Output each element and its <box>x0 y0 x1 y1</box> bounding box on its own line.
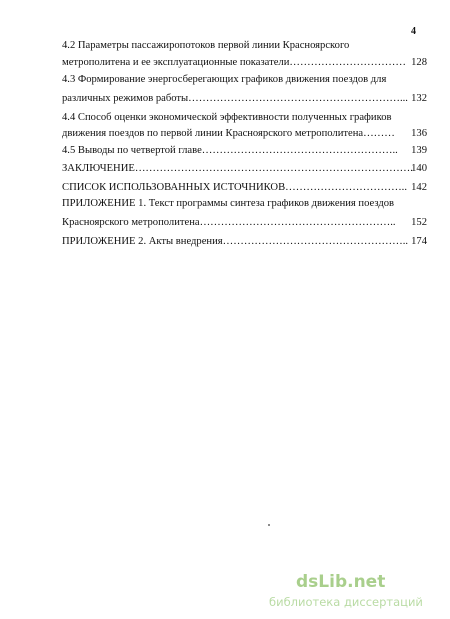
toc-entry-4-5-line-1: 4.5 Выводы по четвертой главе……………………………………………….. <box>62 145 398 156</box>
scan-speck <box>268 524 270 526</box>
watermark <box>269 572 446 618</box>
toc-entry-4-4-page: 136 <box>411 128 427 139</box>
toc-entry-conclusion-page: 140 <box>411 163 427 174</box>
toc-entry-appendix-2: ПРИЛОЖЕНИЕ 2. Акты внедрения…………………………………………….. <box>62 236 409 247</box>
toc-entry-references: СПИСОК ИСПОЛЬЗОВАННЫХ ИСТОЧНИКОВ…………………………….. <box>62 182 407 193</box>
toc-entry-appendix-1-page: 152 <box>411 217 427 228</box>
toc-entry-4-2-page: 128 <box>411 57 427 68</box>
toc-entry-4-4-line-2: движения поездов по первой линии Красноярского метрополитена……… <box>62 128 395 139</box>
toc-entry-appendix-1-line-2: Красноярского метрополитена……………………………………………….. <box>62 217 396 228</box>
toc-entry-appendix-1-line-1: ПРИЛОЖЕНИЕ 1. Текст программы синтеза графиков движения поездов <box>62 198 395 209</box>
watermark-caption: библиотека диссертаций <box>269 595 423 609</box>
toc-entry-4-2-line-1: 4.2 Параметры пассажиропотоков первой линии Красноярского <box>62 40 350 51</box>
toc-entry-conclusion: ЗАКЛЮЧЕНИЕ……………………………………………………………………. <box>62 163 413 174</box>
toc-entry-references-page: 142 <box>411 182 427 193</box>
toc-entry-4-2-line-2: метрополитена и ее эксплуатационные показатели…………………………… <box>62 57 406 68</box>
toc-entry-4-5-page: 139 <box>411 145 427 156</box>
toc-entry-4-3-line-2: различных режимов работы……………………………………………………... <box>62 93 408 104</box>
toc-entry-4-4-line-1: 4.4 Способ оценки экономической эффективности полученных графиков <box>62 112 392 123</box>
toc-entry-4-3-line-1: 4.3 Формирование энергосберегающих графиков движения поездов для <box>62 74 387 85</box>
watermark-logo: dsLib.net <box>296 572 386 592</box>
toc-entry-appendix-2-page: 174 <box>411 236 427 247</box>
page-number: 4 <box>411 26 416 37</box>
toc-entry-4-3-page: 132 <box>411 93 427 104</box>
